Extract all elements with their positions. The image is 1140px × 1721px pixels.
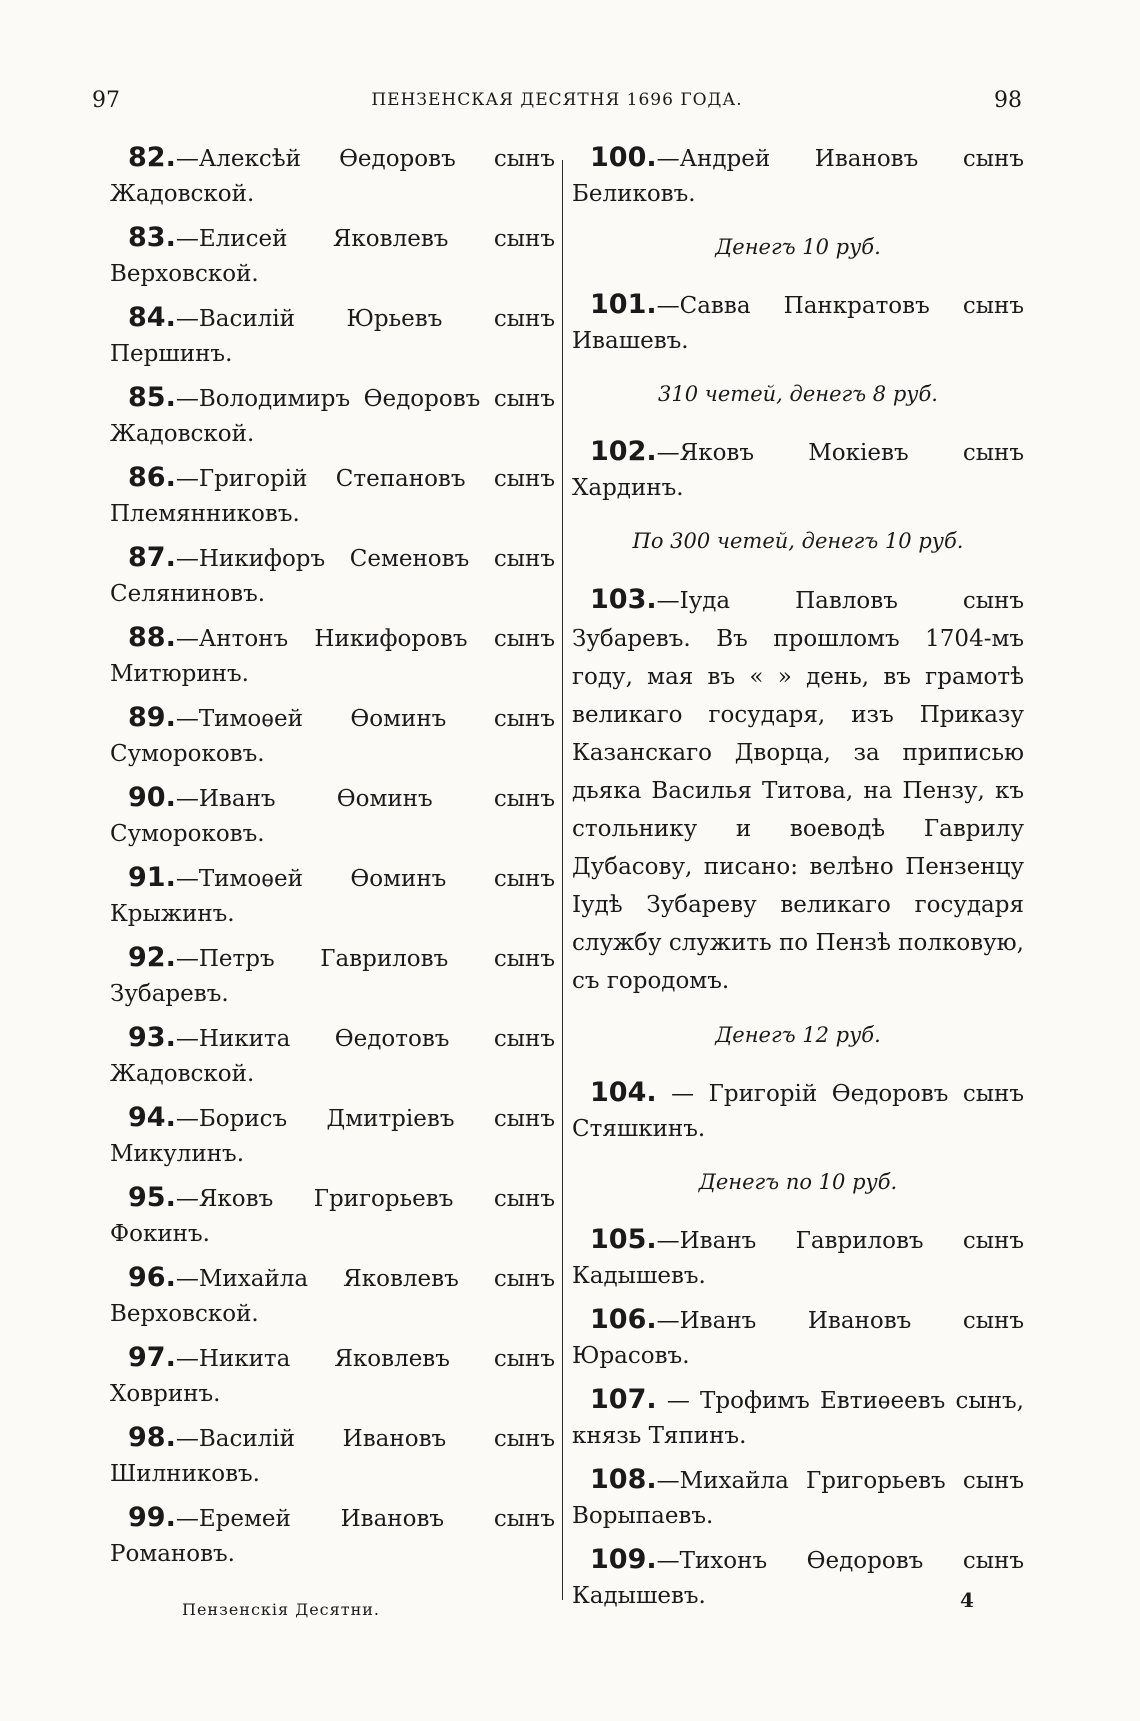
left-column bbox=[110, 140, 555, 1580]
entry-text: —Иванъ Ивановъ сынъ Юрасовъ. bbox=[572, 1308, 1024, 1369]
entry-text: —Никита Ѳедотовъ сынъ Жадовской. bbox=[110, 1026, 555, 1087]
entry-number: 90. bbox=[128, 782, 176, 813]
list-item bbox=[110, 1340, 555, 1412]
list-item bbox=[572, 287, 1024, 359]
list-item bbox=[110, 700, 555, 772]
page-number-right: 98 bbox=[994, 88, 1022, 113]
entry-number: 84. bbox=[128, 302, 176, 333]
list-item bbox=[110, 620, 555, 692]
entry-number: 91. bbox=[128, 862, 176, 893]
list-item bbox=[110, 220, 555, 292]
page-number-left: 97 bbox=[92, 88, 120, 113]
entry-number: 85. bbox=[128, 382, 176, 413]
entry-number: 97. bbox=[128, 1342, 176, 1373]
entry-text: —Василій Ивановъ сынъ Шилниковъ. bbox=[110, 1426, 555, 1487]
right-column bbox=[572, 140, 1024, 1622]
entry-text: —Савва Панкратовъ сынъ Ивашевъ. bbox=[572, 293, 1024, 354]
entry-text: —Григорій Степановъ сынъ Племянниковъ. bbox=[110, 466, 555, 527]
entry-text: —Яковъ Мокіевъ сынъ Хардинъ. bbox=[572, 440, 1024, 501]
list-item bbox=[572, 1462, 1024, 1534]
entry-number: 104. bbox=[590, 1077, 657, 1108]
entry-text: —Яковъ Григорьевъ сынъ Фокинъ. bbox=[110, 1186, 555, 1247]
entry-number: 96. bbox=[128, 1262, 176, 1293]
list-item bbox=[110, 1260, 555, 1332]
list-item bbox=[572, 1302, 1024, 1374]
entry-number: 102. bbox=[590, 436, 657, 467]
list-item bbox=[110, 300, 555, 372]
list-item bbox=[572, 581, 1024, 1000]
entry-number: 107. bbox=[590, 1384, 657, 1415]
page-header bbox=[92, 88, 1022, 128]
signature-mark: 4 bbox=[960, 1588, 974, 1612]
list-item bbox=[110, 1100, 555, 1172]
section-heading: Денегъ 10 руб. bbox=[715, 235, 881, 259]
entry-number: 94. bbox=[128, 1102, 176, 1133]
entry-text: —Тимоѳей Ѳоминъ сынъ Крыжинъ. bbox=[110, 866, 555, 927]
entry-number: 87. bbox=[128, 542, 176, 573]
entry-number: 92. bbox=[128, 942, 176, 973]
entry-text: —Елисей Яковлевъ сынъ Верховской. bbox=[110, 226, 555, 287]
list-item bbox=[110, 140, 555, 212]
entry-number: 82. bbox=[128, 142, 176, 173]
entry-number: 93. bbox=[128, 1022, 176, 1053]
signature-line: Пензенскія Десятни. bbox=[182, 1600, 380, 1619]
list-item bbox=[110, 940, 555, 1012]
entry-number: 106. bbox=[590, 1304, 657, 1335]
entry-number: 88. bbox=[128, 622, 176, 653]
list-item bbox=[110, 540, 555, 612]
list-item bbox=[110, 380, 555, 452]
entry-text: —Алексѣй Ѳедоровъ сынъ Жадовской. bbox=[110, 146, 555, 207]
column-divider bbox=[562, 160, 563, 1600]
list-item bbox=[572, 140, 1024, 212]
entry-number: 86. bbox=[128, 462, 176, 493]
entry-text: — Трофимъ Евтиѳеевъ сынъ, князь Тяпинъ. bbox=[572, 1388, 1024, 1449]
entry-text: —Василій Юрьевъ сынъ Першинъ. bbox=[110, 306, 555, 367]
section-heading: По 300 четей, денегъ 10 руб. bbox=[632, 529, 964, 553]
entry-text: —Еремей Ивановъ сынъ Романовъ. bbox=[110, 1506, 555, 1567]
entry-number: 108. bbox=[590, 1464, 657, 1495]
entry-text: —Тимоѳей Ѳоминъ сынъ Сумороковъ. bbox=[110, 706, 555, 767]
entry-number: 99. bbox=[128, 1502, 176, 1533]
section-heading: 310 четей, денегъ 8 руб. bbox=[658, 382, 938, 406]
entry-number: 101. bbox=[590, 289, 657, 320]
entry-text: —Никита Яковлевъ сынъ Ховринъ. bbox=[110, 1346, 555, 1407]
list-item bbox=[110, 860, 555, 932]
entry-number: 95. bbox=[128, 1182, 176, 1213]
entry-text: —Петръ Гавриловъ сынъ Зубаревъ. bbox=[110, 946, 555, 1007]
entry-number: 83. bbox=[128, 222, 176, 253]
entry-number: 89. bbox=[128, 702, 176, 733]
list-item bbox=[572, 1075, 1024, 1147]
entry-text: —Володимиръ Ѳедоровъ сынъ Жадовской. bbox=[110, 386, 555, 447]
list-item bbox=[110, 1180, 555, 1252]
list-item bbox=[110, 1500, 555, 1572]
entry-number: 109. bbox=[590, 1544, 657, 1575]
entry-text: — Григорій Ѳедоровъ сынъ Стяшкинъ. bbox=[572, 1081, 1024, 1142]
list-item bbox=[572, 434, 1024, 506]
entry-number: 105. bbox=[590, 1224, 657, 1255]
entry-text: —Иванъ Ѳоминъ сынъ Сумороковъ. bbox=[110, 786, 555, 847]
entry-number: 100. bbox=[590, 142, 657, 173]
entry-text: —Никифоръ Семеновъ сынъ Селяниновъ. bbox=[110, 546, 555, 607]
entry-text: —Тихонъ Ѳедоровъ сынъ Кадышевъ. bbox=[572, 1548, 1024, 1609]
section-heading: Денегъ 12 руб. bbox=[715, 1023, 881, 1047]
section-heading: Денегъ по 10 руб. bbox=[698, 1170, 898, 1194]
entry-text: —Антонъ Никифоровъ сынъ Митюринъ. bbox=[110, 626, 555, 687]
list-item bbox=[110, 780, 555, 852]
list-item bbox=[572, 1382, 1024, 1454]
entry-text: —Іуда Павловъ сынъ Зубаревъ. Въ прошломъ 1704-мъ году, мая въ « » день, въ грамотѣ великаго государя, изъ Приказу Казанскаго Дворца, за приписью дьяка Василья Титова, на Пензу, къ стольнику и воеводѣ Гаврилу Дубасову, писано: велѣно Пензенцу Іудѣ Зубареву великаго государя службу служить по Пензѣ полковую, съ городомъ. bbox=[572, 588, 1024, 994]
list-item bbox=[110, 460, 555, 532]
entry-text: —Андрей Ивановъ сынъ Беликовъ. bbox=[572, 146, 1024, 207]
list-item bbox=[572, 1542, 1024, 1614]
entry-number: 103. bbox=[590, 584, 657, 615]
list-item bbox=[110, 1420, 555, 1492]
entry-text: —Борисъ Дмитріевъ сынъ Микулинъ. bbox=[110, 1106, 555, 1167]
running-title: ПЕНЗЕНСКАЯ ДЕСЯТНЯ 1696 ГОДА. bbox=[371, 90, 743, 110]
entry-text: —Иванъ Гавриловъ сынъ Кадышевъ. bbox=[572, 1228, 1024, 1289]
list-item bbox=[572, 1222, 1024, 1294]
entry-number: 98. bbox=[128, 1422, 176, 1453]
entry-text: —Михайла Яковлевъ сынъ Верховской. bbox=[110, 1266, 555, 1327]
list-item bbox=[110, 1020, 555, 1092]
entry-text: —Михайла Григорьевъ сынъ Ворыпаевъ. bbox=[572, 1468, 1024, 1529]
